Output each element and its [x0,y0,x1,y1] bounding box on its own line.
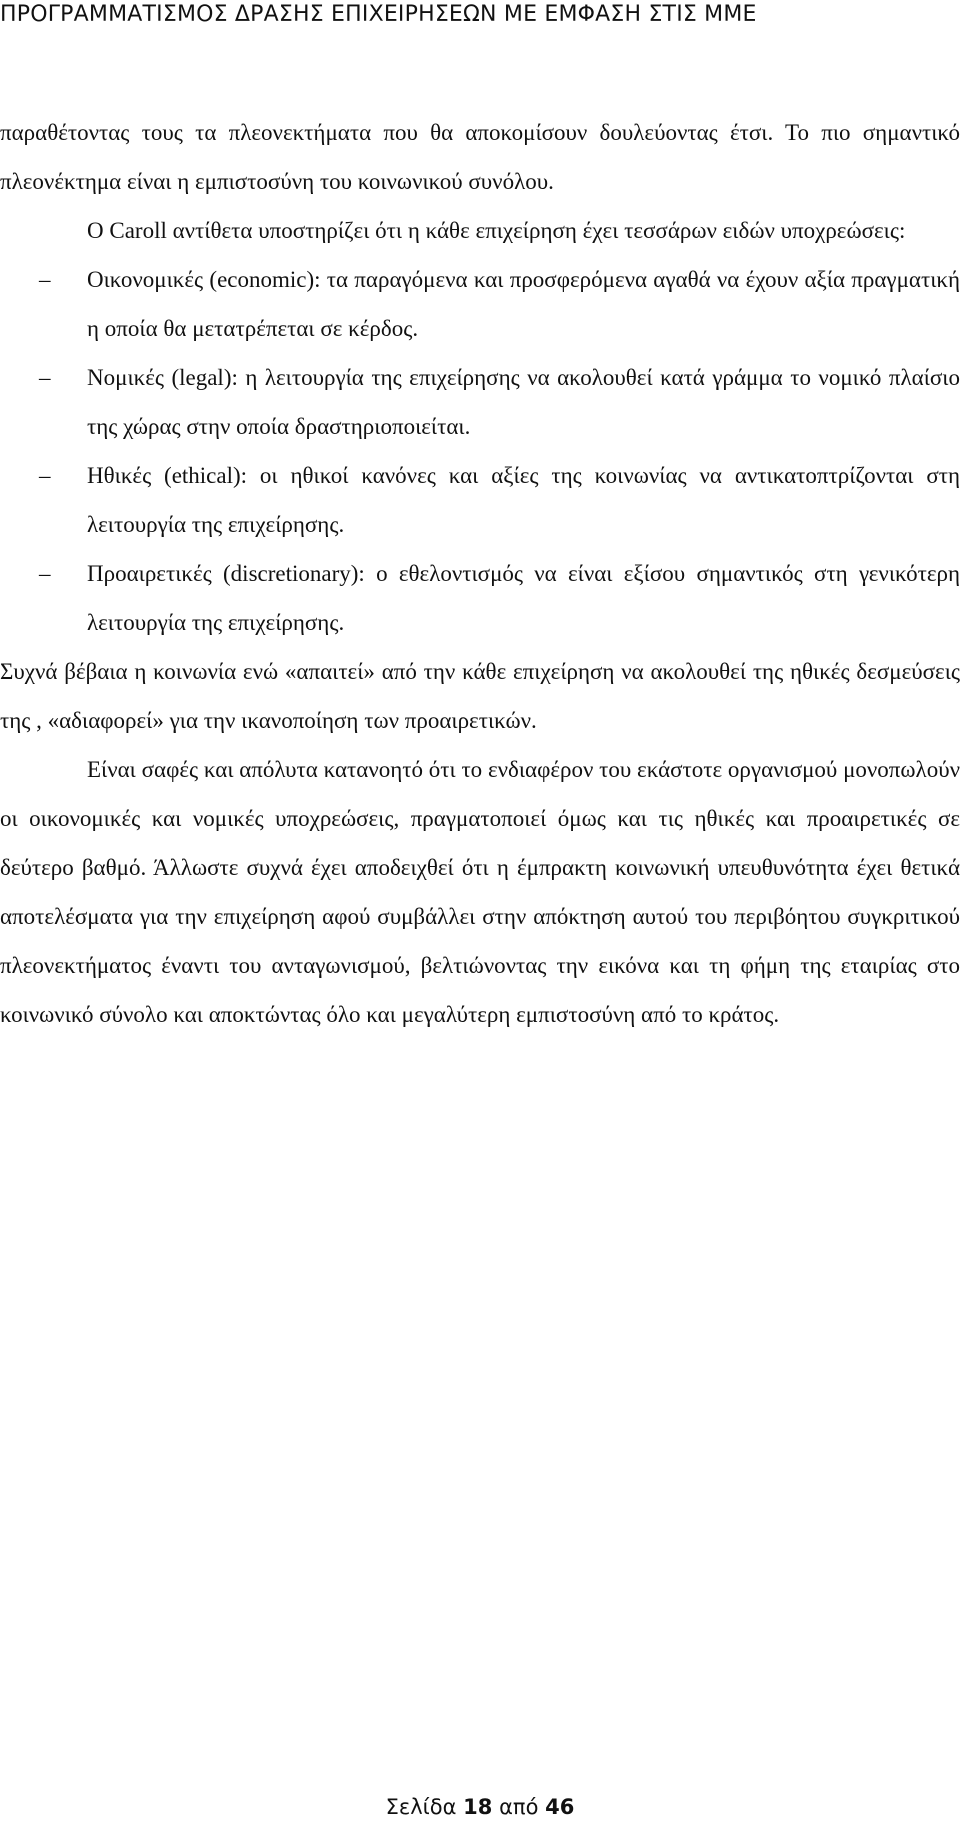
list-item-text: Νομικές (legal): η λειτουργία της επιχείρησης να ακολουθεί κατά γράμμα το νομικό πλαίσιο της χώρας στην οποία δραστηριοποιείται. [87,365,960,439]
list-item-text: Οικονομικές (economic): τα παραγόμενα και προσφερόμενα αγαθά να έχουν αξία πραγματική η οποία θα μετατρέπεται σε κέρδος. [87,267,960,341]
page-header: ΠΡΟΓΡΑΜΜΑΤΙΣΜΟΣ ΔΡΑΣΗΣ ΕΠΙΧΕΙΡΗΣΕΩΝ ΜΕ ΕΜΦΑΣΗ ΣΤΙΣ ΜΜΕ [0,2,757,27]
list-item [0,353,960,451]
obligations-list [0,255,960,647]
page-footer [0,1792,960,1822]
list-item [0,255,960,353]
list-item-text: Ηθικές (ethical): οι ηθικοί κανόνες και αξίες της κοινωνίας να αντικατοπτρίζονται στη λειτουργία της επιχείρησης. [87,463,960,537]
list-item-text: Προαιρετικές (discretionary): ο εθελοντισμός να είναι εξίσου σημαντικός στη γενικότερη λειτουργία της επιχείρησης. [87,561,960,635]
of-label: από [499,1795,539,1819]
page-label: Σελίδα [385,1795,457,1819]
dash-bullet: – [39,365,51,390]
total-pages: 46 [545,1795,575,1819]
paragraph-conclusion: Είναι σαφές και απόλυτα κατανοητό ότι το ενδιαφέρον του εκάστοτε οργανισμού μονοπωλούν οι οικονομικές και νομικές υποχρεώσεις, πραγματοποιεί όμως και τις ηθικές και προαιρετικές σε δεύτερο βαθμό. Άλλωστε συχνά έχει αποδειχθεί ότι η έμπρακτη κοινωνική υπευθυνότητα έχει θετικά αποτελέσματα για την επιχείρηση αφού συμβάλλει στην απόκτηση αυτού του περιβόητου συγκριτικού πλεονεκτήματος έναντι του ανταγωνισμού, βελτιώνοντας την εικόνα και τη φήμη της εταιρίας στο κοινωνικό σύνολο και αποκτώντας όλο και μεγαλύτερη εμπιστοσύνη από το κράτος. [0,757,960,1027]
dash-bullet: – [39,463,51,488]
dash-bullet: – [39,267,51,292]
list-item [0,451,960,549]
document-body [0,108,960,1039]
paragraph-society-expectations: Συχνά βέβαια η κοινωνία ενώ «απαιτεί» από την κάθε επιχείρηση να ακολουθεί της ηθικές δεσμεύσεις της , «αδιαφορεί» για την ικανοποίηση των προαιρετικών. [0,659,960,733]
list-item [0,549,960,647]
paragraph-continuation: παραθέτοντας τους τα πλεονεκτήματα που θα αποκομίσουν δουλεύοντας έτσι. Το πιο σημαντικό πλεονέκτημα είναι η εμπιστοσύνη του κοινωνικού συνόλου. [0,120,960,194]
page-number: 18 [463,1795,493,1819]
dash-bullet: – [39,561,51,586]
paragraph-caroll-intro: Ο Caroll αντίθετα υποστηρίζει ότι η κάθε επιχείρηση έχει τεσσάρων ειδών υποχρεώσεις: [87,218,906,243]
